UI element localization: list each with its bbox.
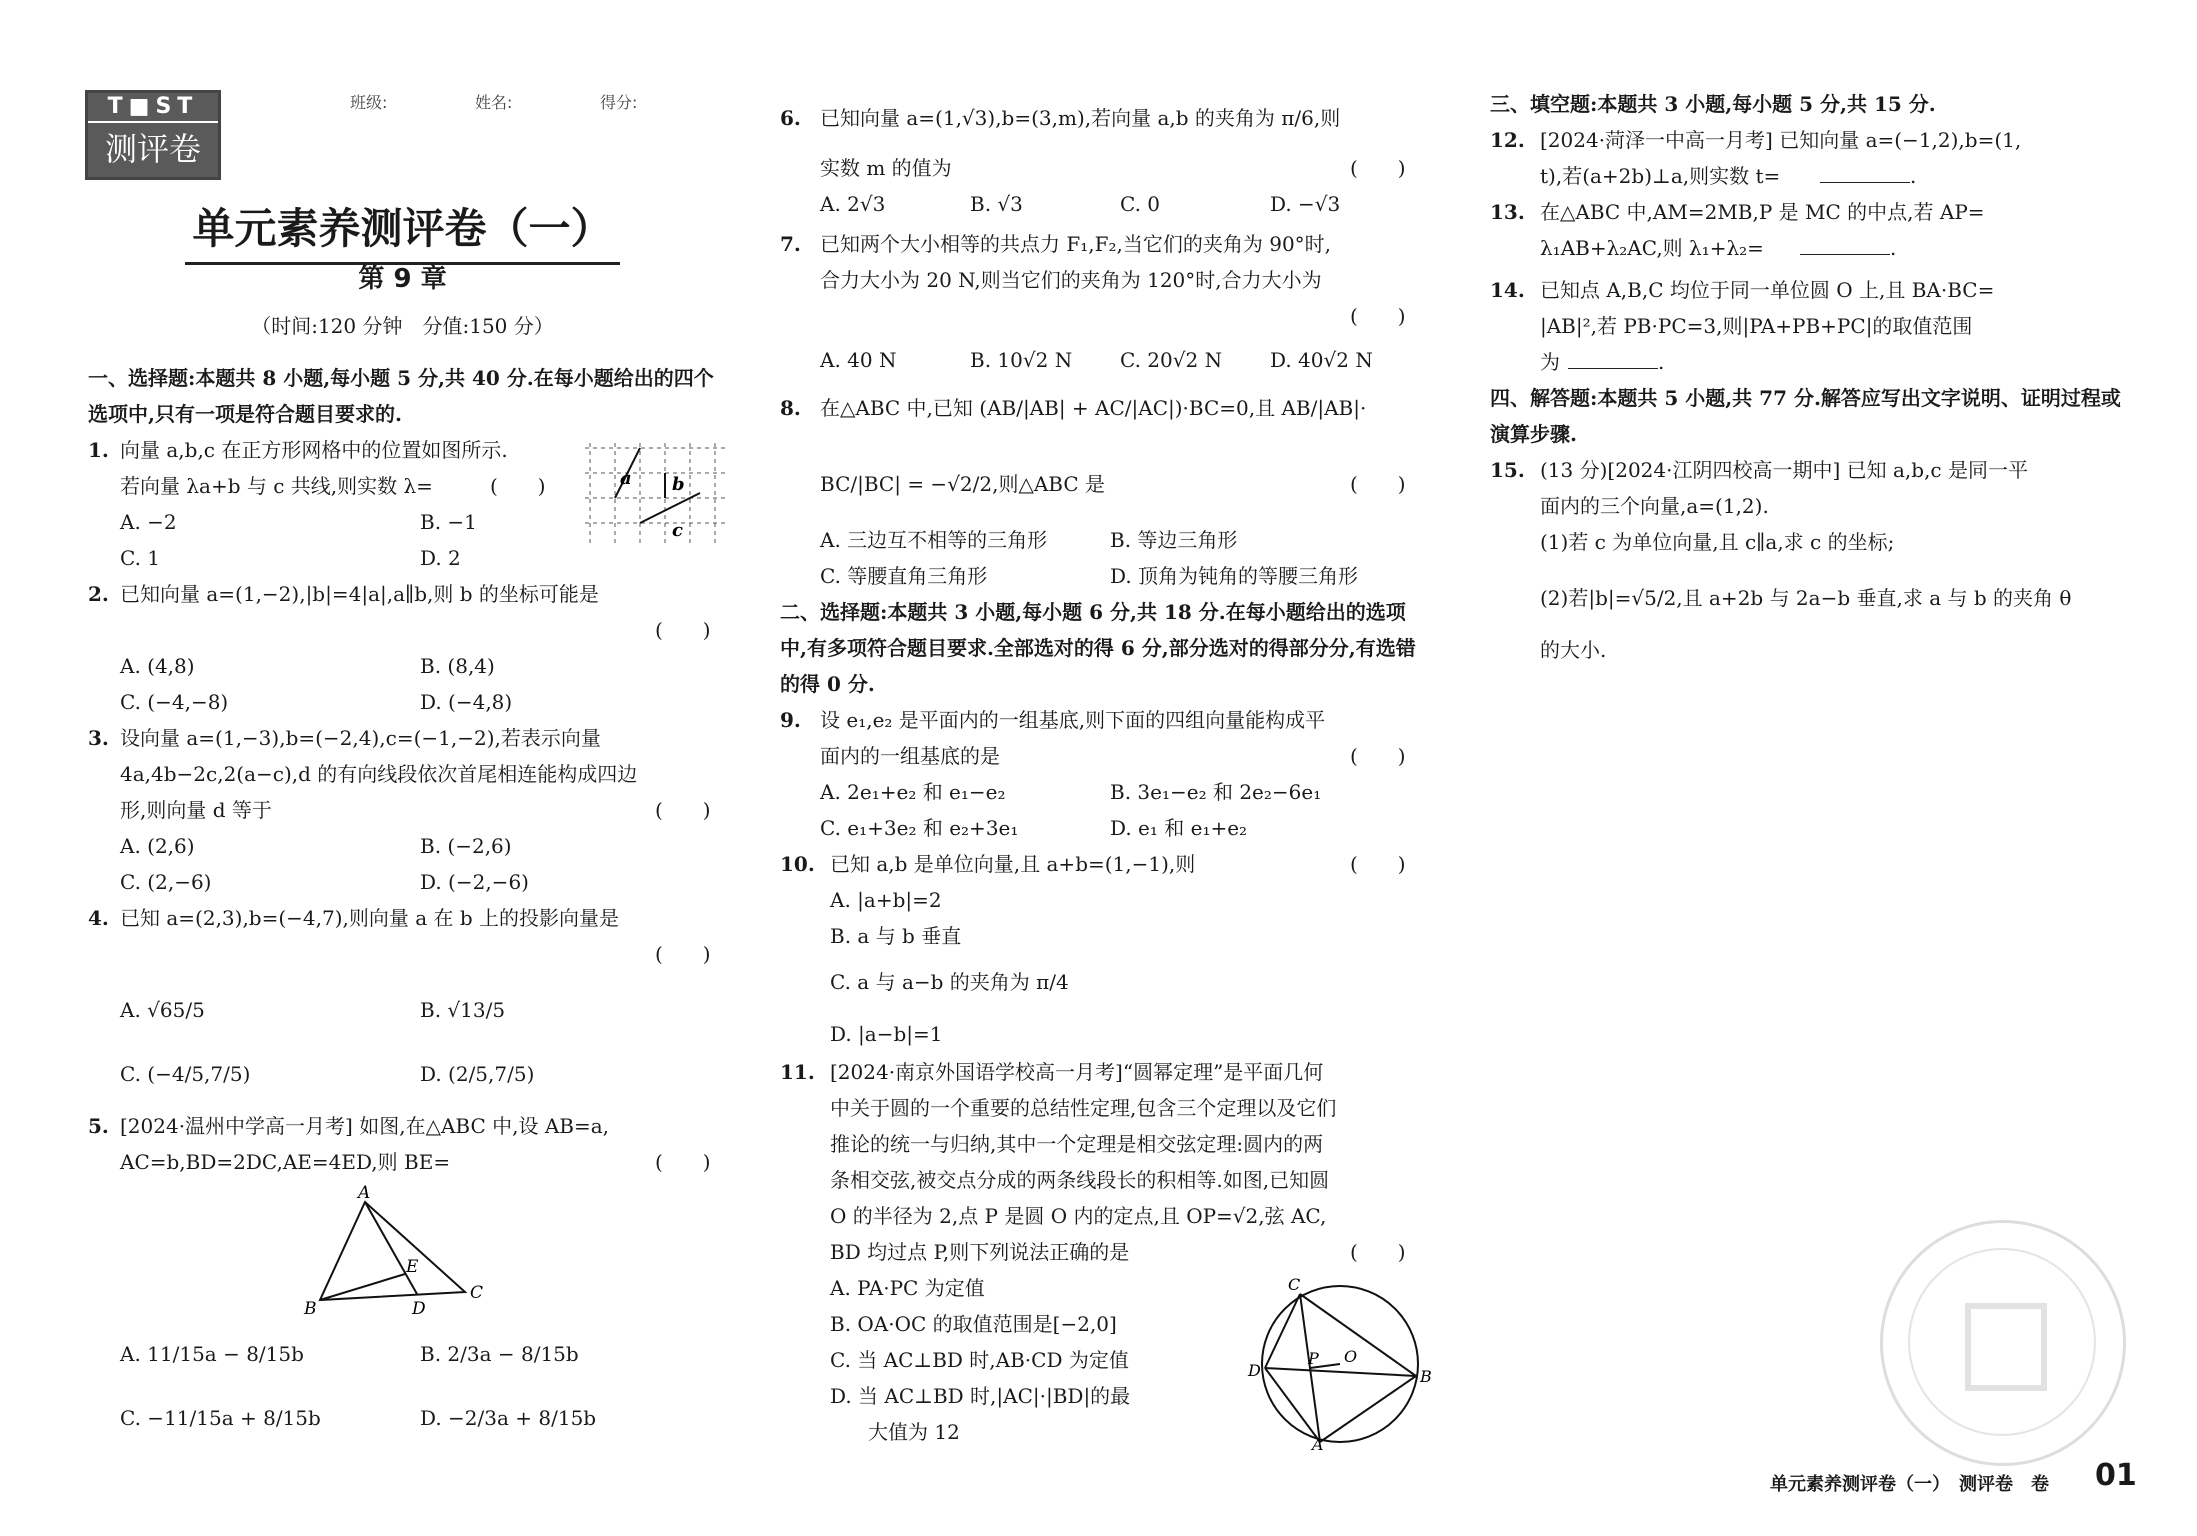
point-c-label: C bbox=[470, 1283, 484, 1303]
score-label: 得分: bbox=[600, 93, 638, 112]
question-text: 推论的统一与归纳,其中一个定理是相交弦定理:圆内的两 bbox=[830, 1132, 1324, 1156]
question-text: 设向量 a=(1,−3),b=(−2,4),c=(−1,−2),若表示向量 bbox=[120, 726, 601, 750]
watermark-seal bbox=[1880, 1220, 2126, 1466]
question-text: [2024·南京外国语学校高一月考]“圆幂定理”是平面几何 bbox=[830, 1060, 1324, 1084]
question-text: 若向量 λa+b 与 c 共线,则实数 λ= bbox=[120, 474, 433, 498]
question-text: 面内的三个向量,a=(1,2). bbox=[1540, 494, 1769, 518]
question-text: 实数 m 的值为 bbox=[820, 156, 952, 180]
answer-paren: ( ) bbox=[655, 942, 711, 966]
section-1-header: 一、选择题:本题共 8 小题,每小题 5 分,共 40 分.在每小题给出的四个选项中,只有一项是符合题目要求的. bbox=[88, 366, 714, 426]
question-text: t),若(a+2b)⊥a,则实数 t= bbox=[1540, 164, 1781, 188]
option-d: D. (−4,8) bbox=[420, 690, 513, 714]
question-text: [2024·菏泽一中高一月考] 已知向量 a=(−1,2),b=(1, bbox=[1540, 128, 2022, 152]
question-text: AC=b,BD=2DC,AE=4ED,则 BE= bbox=[120, 1150, 451, 1174]
option-d: D. e₁ 和 e₁+e₂ bbox=[1110, 816, 1248, 840]
point-p-label: P bbox=[1308, 1349, 1319, 1368]
answer-paren: ( ) bbox=[655, 798, 711, 822]
option-b: B. a 与 b 垂直 bbox=[830, 924, 962, 948]
option-a: A. 40 N bbox=[820, 348, 897, 372]
option-c: C. 20√2 N bbox=[1120, 348, 1223, 372]
question-text: 已知两个大小相等的共点力 F₁,F₂,当它们的夹角为 90°时, bbox=[820, 232, 1332, 256]
footer-label: 单元素养测评卷（一） 测评卷 卷 bbox=[1770, 1474, 2049, 1495]
blank-end: . bbox=[1890, 236, 1897, 260]
option-c: C. e₁+3e₂ 和 e₂+3e₁ bbox=[820, 816, 1019, 840]
question-number: 3. bbox=[88, 726, 109, 750]
option-d: D. (2/5,7/5) bbox=[420, 1062, 535, 1086]
option-d-continued: 大值为 12 bbox=[868, 1420, 960, 1444]
point-a-label: A bbox=[1312, 1435, 1324, 1454]
page-number: 01 bbox=[2095, 1458, 2137, 1493]
question-part-2: (2)若|b|=√5/2,且 a+2b 与 2a−b 垂直,求 a 与 b 的夹角 θ bbox=[1540, 586, 2072, 610]
point-o-label: O bbox=[1344, 1347, 1358, 1366]
question-part-1: (1)若 c 为单位向量,且 c∥a,求 c 的坐标; bbox=[1540, 530, 1895, 554]
option-b: B. 10√2 N bbox=[970, 348, 1073, 372]
vector-c-label: c bbox=[672, 520, 683, 541]
question-text: (13 分)[2024·江阴四校高一期中] 已知 a,b,c 是同一平 bbox=[1540, 458, 2028, 482]
option-b: B. (−2,6) bbox=[420, 834, 512, 858]
answer-paren: ( ) bbox=[1350, 852, 1406, 876]
question-text: [2024·温州中学高一月考] 如图,在△ABC 中,设 AB=a, bbox=[120, 1114, 610, 1138]
question-text: 已知 a=(2,3),b=(−4,7),则向量 a 在 b 上的投影向量是 bbox=[120, 906, 620, 930]
option-b: B. OA·OC 的取值范围是[−2,0] bbox=[830, 1312, 1117, 1336]
option-b: B. (8,4) bbox=[420, 654, 495, 678]
option-b: B. √3 bbox=[970, 192, 1023, 216]
blank-end: . bbox=[1658, 350, 1665, 374]
question-text: 已知 a,b 是单位向量,且 a+b=(1,−1),则 bbox=[830, 852, 1196, 876]
option-c: C. (−4,−8) bbox=[120, 690, 229, 714]
option-a: A. |a+b|=2 bbox=[830, 888, 942, 912]
question-text: BC/|BC| = −√2/2,则△ABC 是 bbox=[820, 472, 1106, 496]
question-number: 9. bbox=[780, 708, 801, 732]
question-number: 4. bbox=[88, 906, 109, 930]
section-4-header: 四、解答题:本题共 5 小题,共 77 分.解答应写出文字说明、证明过程或演算步骤. bbox=[1490, 386, 2121, 446]
answer-paren: ( ) bbox=[1350, 304, 1406, 328]
circle-chord-figure bbox=[1240, 1272, 1430, 1452]
answer-blank[interactable] bbox=[1820, 158, 1916, 194]
option-c: C. 当 AC⊥BD 时,AB·CD 为定值 bbox=[830, 1348, 1129, 1372]
point-e-label: E bbox=[406, 1257, 419, 1277]
logo-title-text: 测评卷 bbox=[104, 130, 201, 168]
question-text: 设 e₁,e₂ 是平面内的一组基底,则下面的四组向量能构成平 bbox=[820, 708, 1326, 732]
option-b: B. 3e₁−e₂ 和 2e₂−6e₁ bbox=[1110, 780, 1322, 804]
page-title: 单元素养测评卷（一） bbox=[185, 196, 620, 265]
question-text: 在△ABC 中,AM=2MB,P 是 MC 的中点,若 AP= bbox=[1540, 200, 1985, 224]
question-text: 已知点 A,B,C 均位于同一单位圆 O 上,且 BA·BC= bbox=[1540, 278, 1995, 302]
question-number: 6. bbox=[780, 106, 801, 130]
test-logo bbox=[85, 90, 221, 180]
option-d: D. −√3 bbox=[1270, 192, 1341, 216]
option-d: D. 40√2 N bbox=[1270, 348, 1373, 372]
question-text: |AB|²,若 PB·PC=3,则|PA+PB+PC|的取值范围 bbox=[1540, 314, 1973, 338]
question-number: 2. bbox=[88, 582, 109, 606]
answer-paren: ( ) bbox=[1350, 472, 1406, 496]
name-label: 姓名: bbox=[475, 93, 513, 112]
question-text: 4a,4b−2c,2(a−c),d 的有向线段依次首尾相连能构成四边 bbox=[120, 762, 638, 786]
option-a: A. −2 bbox=[120, 510, 177, 534]
option-a: A. 三边互不相等的三角形 bbox=[820, 528, 1048, 552]
point-b-label: B bbox=[1420, 1367, 1432, 1386]
point-d-label: D bbox=[412, 1299, 426, 1319]
option-a: A. 2√3 bbox=[820, 192, 886, 216]
blank-end: . bbox=[1910, 164, 1917, 188]
answer-paren: ( ) bbox=[655, 1150, 711, 1174]
question-text: 已知向量 a=(1,−2),|b|=4|a|,a∥b,则 b 的坐标可能是 bbox=[120, 582, 599, 606]
option-d: D. (−2,−6) bbox=[420, 870, 529, 894]
question-text: 条相交弦,被交点分成的两条线段长的积相等.如图,已知圆 bbox=[830, 1168, 1330, 1192]
question-text: 为 bbox=[1540, 350, 1560, 374]
option-a: A. 11/15a − 8/15b bbox=[120, 1342, 304, 1366]
question-text: 中关于圆的一个重要的总结性定理,包含三个定理以及它们 bbox=[830, 1096, 1337, 1120]
option-c: C. 1 bbox=[120, 546, 161, 570]
option-a: A. PA·PC 为定值 bbox=[830, 1276, 985, 1300]
class-label: 班级: bbox=[350, 93, 388, 112]
option-d: D. 顶角为钝角的等腰三角形 bbox=[1110, 564, 1359, 588]
question-text: 已知向量 a=(1,√3),b=(3,m),若向量 a,b 的夹角为 π/6,则 bbox=[820, 106, 1341, 130]
option-a: A. (2,6) bbox=[120, 834, 195, 858]
question-text: 的大小. bbox=[1540, 638, 1607, 662]
question-text: BD 均过点 P,则下列说法正确的是 bbox=[830, 1240, 1130, 1264]
question-number: 7. bbox=[780, 232, 801, 256]
question-number: 8. bbox=[780, 396, 801, 420]
question-number: 5. bbox=[88, 1114, 109, 1138]
time-score-info: （时间:120 分钟 分值:150 分） bbox=[251, 314, 554, 338]
section-2-header: 二、选择题:本题共 3 小题,每小题 6 分,共 18 分.在每小题给出的选项中,有多项符合题目要求.全部选对的得 6 分,部分选对的得部分分,有选错的得 0 分. bbox=[780, 600, 1416, 696]
point-a-label: A bbox=[358, 1183, 371, 1203]
point-d-label: D bbox=[1248, 1361, 1261, 1380]
option-b: B. 等边三角形 bbox=[1110, 528, 1238, 552]
question-text: 向量 a,b,c 在正方形网格中的位置如图所示. bbox=[120, 438, 508, 462]
option-d: D. |a−b|=1 bbox=[830, 1022, 943, 1046]
option-c: C. −11/15a + 8/15b bbox=[120, 1406, 321, 1430]
question-text: O 的半径为 2,点 P 是圆 O 内的定点,且 OP=√2,弦 AC, bbox=[830, 1204, 1327, 1228]
option-b: B. √13/5 bbox=[420, 998, 506, 1022]
section-3-header: 三、填空题:本题共 3 小题,每小题 5 分,共 15 分. bbox=[1490, 92, 1936, 116]
answer-blank[interactable] bbox=[1800, 230, 1896, 266]
answer-paren: ( ) bbox=[1350, 156, 1406, 180]
vector-a-label: a bbox=[620, 468, 632, 489]
question-text: 形,则向量 d 等于 bbox=[120, 798, 272, 822]
question-number: 12. bbox=[1490, 128, 1525, 152]
option-c: C. (2,−6) bbox=[120, 870, 212, 894]
answer-paren: ( ) bbox=[490, 474, 546, 498]
option-c: C. a 与 a−b 的夹角为 π/4 bbox=[830, 970, 1069, 994]
question-text: 在△ABC 中,已知 (AB/|AB| + AC/|AC|)·BC=0,且 AB/|AB|· bbox=[820, 396, 1367, 420]
answer-paren: ( ) bbox=[655, 618, 711, 642]
option-d: D. −2/3a + 8/15b bbox=[420, 1406, 597, 1430]
logo-test-text: T■ST bbox=[88, 93, 218, 123]
chapter-label: 第 9 章 bbox=[358, 264, 447, 294]
seal-mark bbox=[1965, 1303, 2047, 1391]
question-number: 15. bbox=[1490, 458, 1525, 482]
question-text: 面内的一组基底的是 bbox=[820, 744, 1000, 768]
option-a: A. (4,8) bbox=[120, 654, 195, 678]
option-c: C. 0 bbox=[1120, 192, 1161, 216]
triangle-figure bbox=[300, 1183, 500, 1319]
answer-blank[interactable] bbox=[1568, 344, 1664, 380]
point-b-label: B bbox=[304, 1299, 317, 1319]
option-a: A. √65/5 bbox=[120, 998, 205, 1022]
vector-b-label: b bbox=[672, 474, 685, 495]
question-number: 10. bbox=[780, 852, 815, 876]
option-c: C. 等腰直角三角形 bbox=[820, 564, 988, 588]
option-b: B. 2/3a − 8/15b bbox=[420, 1342, 579, 1366]
grid-vector-figure bbox=[580, 438, 730, 550]
question-number: 14. bbox=[1490, 278, 1525, 302]
question-text: 合力大小为 20 N,则当它们的夹角为 120°时,合力大小为 bbox=[820, 268, 1322, 292]
option-b: B. −1 bbox=[420, 510, 477, 534]
answer-paren: ( ) bbox=[1350, 1240, 1406, 1264]
question-number: 1. bbox=[88, 438, 109, 462]
question-text: λ₁AB+λ₂AC,则 λ₁+λ₂= bbox=[1540, 236, 1764, 260]
option-d: D. 当 AC⊥BD 时,|AC|·|BD|的最 bbox=[830, 1384, 1131, 1408]
option-d: D. 2 bbox=[420, 546, 461, 570]
answer-paren: ( ) bbox=[1350, 744, 1406, 768]
option-a: A. 2e₁+e₂ 和 e₁−e₂ bbox=[820, 780, 1006, 804]
question-number: 11. bbox=[780, 1060, 815, 1084]
point-c-label: C bbox=[1288, 1275, 1301, 1294]
option-c: C. (−4/5,7/5) bbox=[120, 1062, 251, 1086]
question-number: 13. bbox=[1490, 200, 1525, 224]
